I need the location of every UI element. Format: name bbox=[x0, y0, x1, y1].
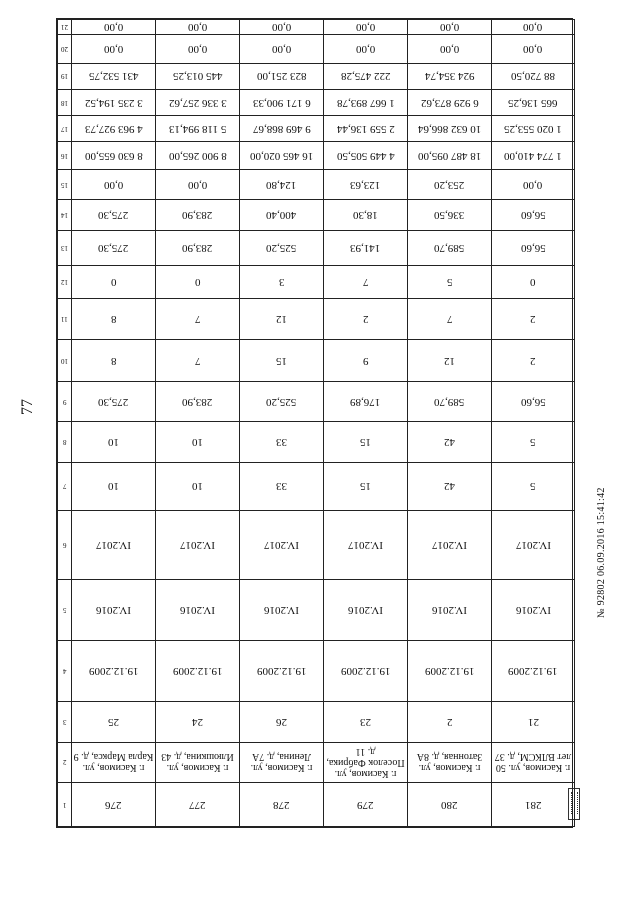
table-cell: 5 bbox=[408, 265, 492, 298]
table-column-1 bbox=[58, 783, 575, 827]
table-cell: 19.12.2009 bbox=[156, 640, 240, 701]
column-number-label: 10 bbox=[58, 340, 72, 382]
column-number-label: 2 bbox=[58, 742, 72, 782]
table-cell: 141,93 bbox=[324, 230, 408, 265]
table-cell: 278 bbox=[240, 783, 324, 827]
column-number-label: 5 bbox=[58, 579, 72, 640]
page-number: 77 bbox=[19, 399, 36, 415]
table-column-7 bbox=[58, 462, 575, 510]
table-cell: 23 bbox=[324, 702, 408, 742]
table-cell: 525,20 bbox=[240, 230, 324, 265]
table-cell: 56,60 bbox=[492, 381, 575, 421]
table-cell: 2 bbox=[492, 298, 575, 340]
table-cell: 25 bbox=[72, 702, 156, 742]
table-cell: IV.2017 bbox=[324, 510, 408, 579]
table-cell: 0,00 bbox=[156, 20, 240, 35]
column-number-label: 1 bbox=[58, 783, 72, 827]
table-cell: 0,00 bbox=[492, 35, 575, 63]
table-cell: 222 475,28 bbox=[324, 63, 408, 89]
table-cell: IV.2016 bbox=[240, 579, 324, 640]
table-cell: IV.2017 bbox=[492, 510, 575, 579]
table-cell: 15 bbox=[324, 462, 408, 510]
column-number-label: 16 bbox=[58, 142, 72, 169]
table-cell: IV.2016 bbox=[324, 579, 408, 640]
table-cell: 10 bbox=[156, 422, 240, 462]
table-cell: 5 bbox=[492, 422, 575, 462]
table-cell: 2 bbox=[492, 340, 575, 382]
table-column-2 bbox=[58, 742, 575, 782]
table-cell: 0 bbox=[72, 265, 156, 298]
table-cell: 10 bbox=[72, 422, 156, 462]
table-column-4 bbox=[58, 640, 575, 701]
column-number-label: 6 bbox=[58, 510, 72, 579]
table-cell: 42 bbox=[408, 462, 492, 510]
column-number-label: 11 bbox=[58, 298, 72, 340]
table-cell: 42 bbox=[408, 422, 492, 462]
table-cell: 0,00 bbox=[324, 35, 408, 63]
table-cell: 6 171 900,33 bbox=[240, 89, 324, 115]
table-column-15 bbox=[58, 169, 575, 200]
column-number-label: 17 bbox=[58, 116, 72, 142]
table-cell: 0,00 bbox=[324, 20, 408, 35]
column-number-label: 14 bbox=[58, 200, 72, 231]
column-number-label: 21 bbox=[58, 20, 72, 35]
table-cell: 275,30 bbox=[72, 200, 156, 231]
table-cell: 7 bbox=[156, 340, 240, 382]
table-cell: г. Касимов, ул. 50 лет ВЛКСМ, д. 37 bbox=[492, 742, 575, 782]
table-cell: 5 118 994,13 bbox=[156, 116, 240, 142]
table-column-18 bbox=[58, 89, 575, 115]
table-column-11 bbox=[58, 298, 575, 340]
table-cell: 0 bbox=[156, 265, 240, 298]
table-cell: г. Касимов, ул. Затонная, д. 8А bbox=[408, 742, 492, 782]
table-cell: IV.2017 bbox=[408, 510, 492, 579]
table-cell: 525,20 bbox=[240, 381, 324, 421]
table-cell: г. Касимов, ул. Поселок Фабрика, д. 11 bbox=[324, 742, 408, 782]
table-cell: 0,00 bbox=[492, 20, 575, 35]
table-cell: 281 bbox=[492, 783, 575, 827]
table-column-19 bbox=[58, 63, 575, 89]
table-cell: IV.2016 bbox=[156, 579, 240, 640]
table-cell: 823 251,00 bbox=[240, 63, 324, 89]
table-cell: 280 bbox=[408, 783, 492, 827]
table-cell: IV.2017 bbox=[240, 510, 324, 579]
table-cell: 15 bbox=[240, 340, 324, 382]
table-column-21 bbox=[58, 20, 575, 35]
table-cell: 589,70 bbox=[408, 381, 492, 421]
table-cell: 431 532,75 bbox=[72, 63, 156, 89]
table-cell: 0,00 bbox=[240, 20, 324, 35]
table-column-3 bbox=[58, 702, 575, 742]
table-cell: 283,90 bbox=[156, 381, 240, 421]
table-column-5 bbox=[58, 579, 575, 640]
table-cell: 9 bbox=[324, 340, 408, 382]
table-cell: 3 336 257,62 bbox=[156, 89, 240, 115]
column-number-label: 12 bbox=[58, 265, 72, 298]
table-column-14 bbox=[58, 200, 575, 231]
table-cell: 0,00 bbox=[72, 20, 156, 35]
column-number-label: 8 bbox=[58, 422, 72, 462]
table-cell: 4 449 505,50 bbox=[324, 142, 408, 169]
column-number-label: 3 bbox=[58, 702, 72, 742]
table-cell: 7 bbox=[156, 298, 240, 340]
table-cell: 176,89 bbox=[324, 381, 408, 421]
table-cell: 19.12.2009 bbox=[324, 640, 408, 701]
table-cell: 33 bbox=[240, 462, 324, 510]
table-cell: IV.2017 bbox=[156, 510, 240, 579]
table-column-17 bbox=[58, 116, 575, 142]
table-cell: 19.12.2009 bbox=[492, 640, 575, 701]
table-cell: 0,00 bbox=[156, 169, 240, 200]
table-column-8 bbox=[58, 422, 575, 462]
table-cell: 5 bbox=[492, 462, 575, 510]
column-number-label: 20 bbox=[58, 35, 72, 63]
table-column-10 bbox=[58, 340, 575, 382]
table-cell: 277 bbox=[156, 783, 240, 827]
table-cell: 123,63 bbox=[324, 169, 408, 200]
table-cell: 12 bbox=[240, 298, 324, 340]
table-cell: 8 bbox=[72, 340, 156, 382]
table-cell: 400,40 bbox=[240, 200, 324, 231]
registry-table bbox=[56, 18, 573, 828]
table-cell: г. Касимов, ул. Илюшкина, д. 43 bbox=[156, 742, 240, 782]
table-cell: 2 bbox=[408, 702, 492, 742]
column-number-label: 19 bbox=[58, 63, 72, 89]
table-cell: 8 bbox=[72, 298, 156, 340]
table-cell: 3 235 194,52 bbox=[72, 89, 156, 115]
table-cell: 56,60 bbox=[492, 200, 575, 231]
table-cell: 253,20 bbox=[408, 169, 492, 200]
column-number-label: 4 bbox=[58, 640, 72, 701]
table-cell: 1 774 410,00 bbox=[492, 142, 575, 169]
table-cell: 24 bbox=[156, 702, 240, 742]
table-cell: 2 559 136,44 bbox=[324, 116, 408, 142]
table-cell: г. Касимов, ул. Карла Маркса, д. 9 bbox=[72, 742, 156, 782]
table-cell: 26 bbox=[240, 702, 324, 742]
table-cell: 8 630 655,00 bbox=[72, 142, 156, 169]
table-cell: IV.2016 bbox=[408, 579, 492, 640]
table-column-16 bbox=[58, 142, 575, 169]
table-cell: 56,60 bbox=[492, 230, 575, 265]
table-cell: 0,00 bbox=[72, 35, 156, 63]
table-cell: 283,90 bbox=[156, 200, 240, 231]
table-cell: 275,30 bbox=[72, 230, 156, 265]
table-cell: 1 667 893,78 bbox=[324, 89, 408, 115]
table-cell: 124,80 bbox=[240, 169, 324, 200]
document-footer-stamp: № 92802 06.09.2016 15:41:42 bbox=[596, 487, 607, 618]
table-column-12 bbox=[58, 265, 575, 298]
table-cell: 19.12.2009 bbox=[408, 640, 492, 701]
table-cell: 0,00 bbox=[408, 35, 492, 63]
table-cell: 9 469 868,67 bbox=[240, 116, 324, 142]
table-cell: 18,30 bbox=[324, 200, 408, 231]
table-cell: 1 020 553,25 bbox=[492, 116, 575, 142]
column-number-label: 18 bbox=[58, 89, 72, 115]
table-cell: IV.2017 bbox=[72, 510, 156, 579]
table-cell: 15 bbox=[324, 422, 408, 462]
table-cell: 8 900 265,00 bbox=[156, 142, 240, 169]
table-cell: 0,00 bbox=[408, 20, 492, 35]
table-cell: 924 354,74 bbox=[408, 63, 492, 89]
column-number-label: 9 bbox=[58, 381, 72, 421]
table-cell: 665 136,25 bbox=[492, 89, 575, 115]
table-cell: 7 bbox=[324, 265, 408, 298]
table-cell: 19.12.2009 bbox=[72, 640, 156, 701]
table-cell: IV.2016 bbox=[72, 579, 156, 640]
table-cell: г. Касимов, ул. Ленина, д. 7А bbox=[240, 742, 324, 782]
table-cell: 336,50 bbox=[408, 200, 492, 231]
table-cell: 0,00 bbox=[156, 35, 240, 63]
table-column-13 bbox=[58, 230, 575, 265]
table-cell: 10 bbox=[72, 462, 156, 510]
table-cell: 279 bbox=[324, 783, 408, 827]
table-cell: 12 bbox=[408, 340, 492, 382]
table-cell: 0 bbox=[492, 265, 575, 298]
table-cell: 275,30 bbox=[72, 381, 156, 421]
table-column-9 bbox=[58, 381, 575, 421]
table-cell: 589,70 bbox=[408, 230, 492, 265]
column-number-label: 7 bbox=[58, 462, 72, 510]
table-cell: 2 bbox=[324, 298, 408, 340]
table-cell: 4 963 927,73 bbox=[72, 116, 156, 142]
table-cell: IV.2016 bbox=[492, 579, 575, 640]
table-cell: 0,00 bbox=[492, 169, 575, 200]
table-column-20 bbox=[58, 35, 575, 63]
table-cell: 33 bbox=[240, 422, 324, 462]
column-number-label: 13 bbox=[58, 230, 72, 265]
table-cell: 6 929 873,62 bbox=[408, 89, 492, 115]
table-cell: 16 465 020,00 bbox=[240, 142, 324, 169]
table-column-6 bbox=[58, 510, 575, 579]
table-cell: 0,00 bbox=[240, 35, 324, 63]
table-cell: 283,90 bbox=[156, 230, 240, 265]
table-cell: 10 bbox=[156, 462, 240, 510]
table-cell: 276 bbox=[72, 783, 156, 827]
table-cell: 3 bbox=[240, 265, 324, 298]
table-cell: 445 013,25 bbox=[156, 63, 240, 89]
table-cell: 7 bbox=[408, 298, 492, 340]
table-cell: 21 bbox=[492, 702, 575, 742]
table-cell: 19.12.2009 bbox=[240, 640, 324, 701]
table-cell: 10 632 866,64 bbox=[408, 116, 492, 142]
column-number-label: 15 bbox=[58, 169, 72, 200]
table-cell: 88 720,50 bbox=[492, 63, 575, 89]
table-cell: 18 487 095,00 bbox=[408, 142, 492, 169]
table-cell: 0,00 bbox=[72, 169, 156, 200]
